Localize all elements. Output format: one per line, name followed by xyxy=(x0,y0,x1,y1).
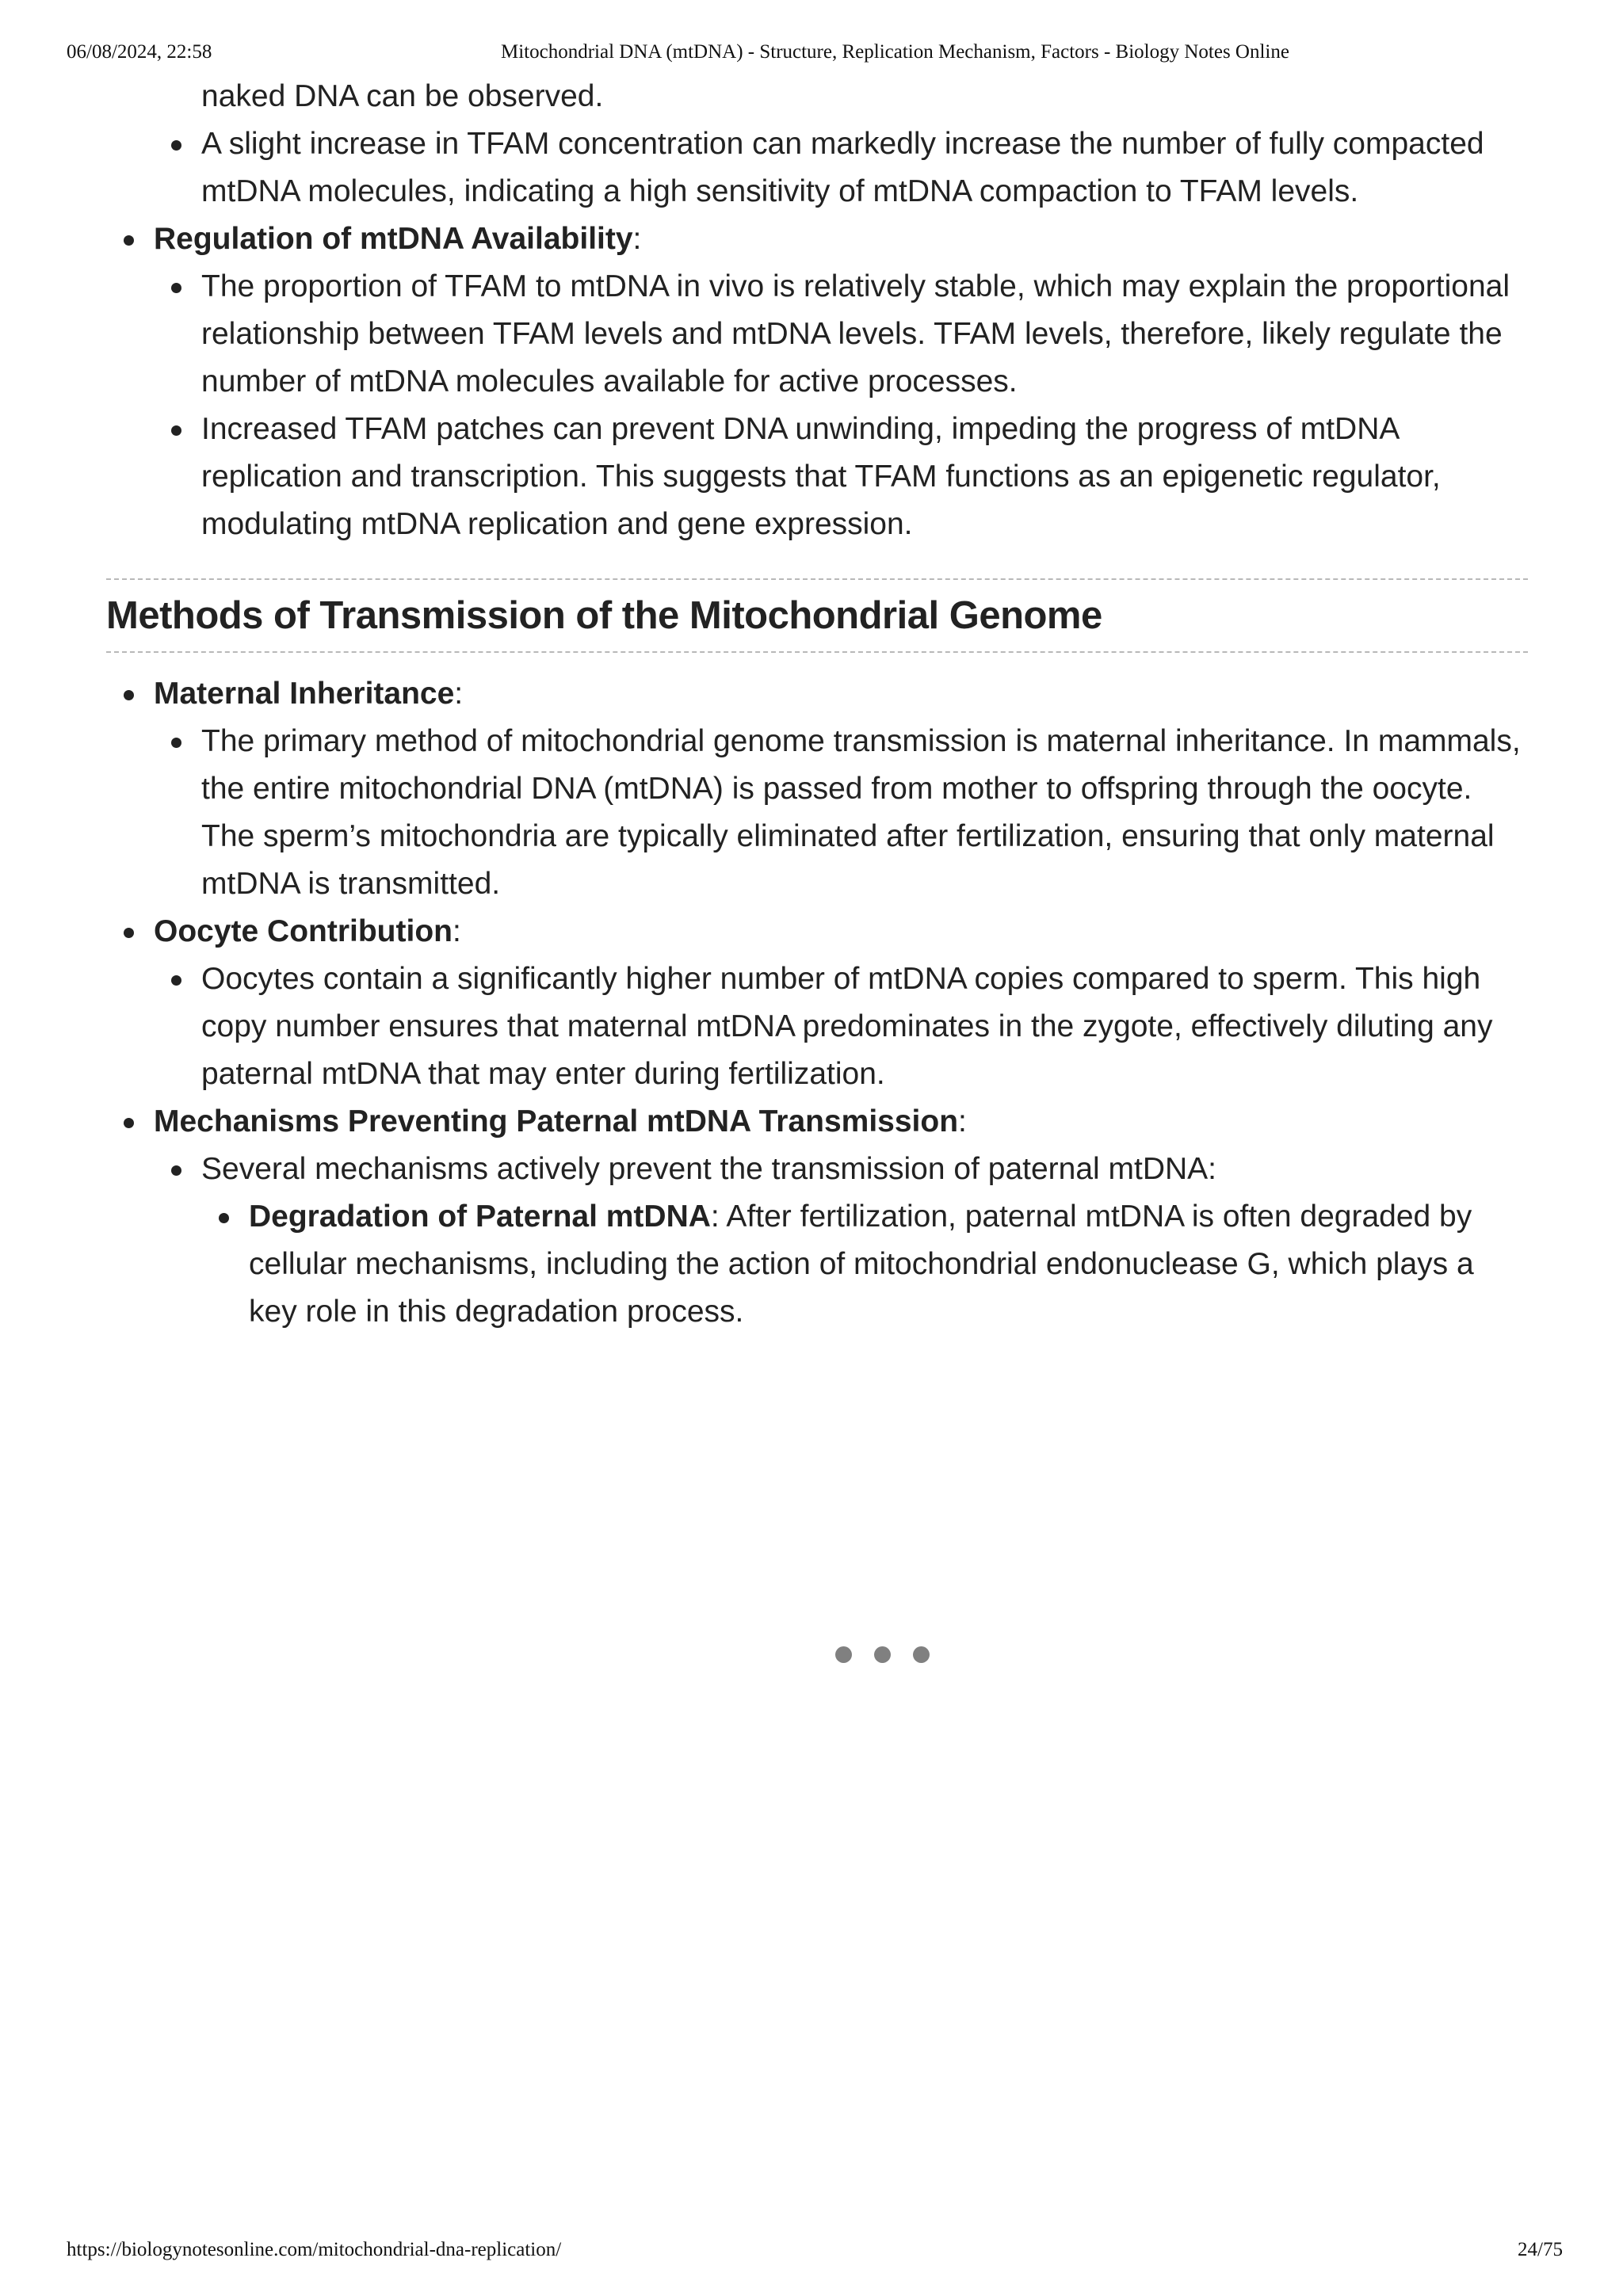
bullet-icon xyxy=(124,690,134,700)
transmission-list xyxy=(106,670,1528,718)
label-colon: : xyxy=(454,677,464,711)
bullet-icon xyxy=(171,425,181,436)
regulation-label: Regulation of mtDNA Availability xyxy=(154,222,633,256)
regulation-list xyxy=(106,215,1528,263)
bullet-icon xyxy=(124,928,134,938)
oocyte-label: Oocyte Contribution xyxy=(154,914,453,948)
label-colon: : xyxy=(958,1104,967,1138)
tfam-list xyxy=(106,120,1528,215)
bullet-icon xyxy=(124,1118,134,1128)
list-item xyxy=(106,263,1528,406)
degradation-text: : After fertilization, paternal mtDNA is often degraded by cellular mechanisms, including the action of mitochondrial endonuclease G, which plays a key role in this degradation process. xyxy=(249,1199,1474,1329)
list-item xyxy=(106,955,1528,1098)
continued-text: naked DNA can be observed. xyxy=(201,79,604,113)
list-item xyxy=(106,215,1528,263)
mechanisms-detail-list xyxy=(106,1193,1528,1336)
list-item-text: Oocytes contain a significantly higher number of mtDNA copies compared to sperm. This high copy number ensures that maternal mtDNA predominates in the zygote, effectively diluting any paternal mtDNA that may enter during fertilization. xyxy=(201,962,1493,1091)
list-item-text: The primary method of mitochondrial genome transmission is maternal inheritance. In mammals, the entire mitochondrial DNA (mtDNA) is passed from mother to offspring through the oocyte. The sperm’s mitochondria are typically eliminated after fertilization, ensuring that only maternal mtDNA is transmitted. xyxy=(201,724,1521,901)
list-item-text: The proportion of TFAM to mtDNA in vivo is relatively stable, which may explain the proportional relationship between TFAM levels and mtDNA levels. TFAM levels, therefore, likely regulate the number of mtDNA molecules available for active processes. xyxy=(201,269,1510,399)
bullet-icon xyxy=(171,738,181,748)
dot-icon xyxy=(835,1646,852,1663)
dot-icon xyxy=(874,1646,891,1663)
bullet-icon xyxy=(171,140,181,151)
label-colon: : xyxy=(632,222,642,256)
degradation-label: Degradation of Paternal mtDNA xyxy=(249,1199,711,1234)
print-header xyxy=(0,41,1623,70)
page-url: https://biologynotesonline.com/mitochondrial-dna-replication/ xyxy=(67,2239,562,2260)
label-colon: : xyxy=(452,914,461,948)
mechanisms-list xyxy=(106,1098,1528,1146)
list-item-text: A slight increase in TFAM concentration can markedly increase the number of fully compacted mtDNA molecules, indicating a high sensitivity of mtDNA compaction to TFAM levels. xyxy=(201,127,1484,208)
oocyte-list xyxy=(106,908,1528,955)
bullet-icon xyxy=(171,975,181,986)
bullet-icon xyxy=(171,283,181,293)
list-item xyxy=(106,1098,1528,1146)
mechanisms-sublist xyxy=(106,1146,1528,1193)
print-footer xyxy=(0,2239,1623,2267)
section-heading: Methods of Transmission of the Mitochondrial Genome xyxy=(106,578,1528,653)
list-item-text: Increased TFAM patches can prevent DNA unwinding, impeding the progress of mtDNA replication and transcription. This suggests that TFAM functions as an epigenetic regulator, modulating mtDNA replication and gene expression. xyxy=(201,412,1441,541)
list-item-text: Several mechanisms actively prevent the transmission of paternal mtDNA: xyxy=(201,1152,1217,1186)
article-content xyxy=(106,73,1528,1336)
regulation-sublist xyxy=(106,263,1528,548)
maternal-sublist xyxy=(106,718,1528,908)
print-datetime: 06/08/2024, 22:58 xyxy=(67,41,212,63)
loading-dots-icon xyxy=(835,1646,938,1665)
bullet-icon xyxy=(219,1213,229,1223)
list-item xyxy=(106,718,1528,908)
list-item xyxy=(106,908,1528,955)
dot-icon xyxy=(913,1646,930,1663)
list-item xyxy=(106,1146,1528,1193)
bullet-icon xyxy=(124,235,134,246)
list-item xyxy=(106,1193,1528,1336)
list-item xyxy=(106,406,1528,548)
print-page-title: Mitochondrial DNA (mtDNA) - Structure, Replication Mechanism, Factors - Biology Notes Online xyxy=(501,41,1289,63)
maternal-label: Maternal Inheritance xyxy=(154,677,455,711)
list-item xyxy=(106,670,1528,718)
page-number: 24/75 xyxy=(1518,2239,1563,2260)
list-item xyxy=(106,120,1528,215)
mechanisms-label: Mechanisms Preventing Paternal mtDNA Transmission xyxy=(154,1104,959,1138)
bullet-icon xyxy=(171,1165,181,1176)
oocyte-sublist xyxy=(106,955,1528,1098)
